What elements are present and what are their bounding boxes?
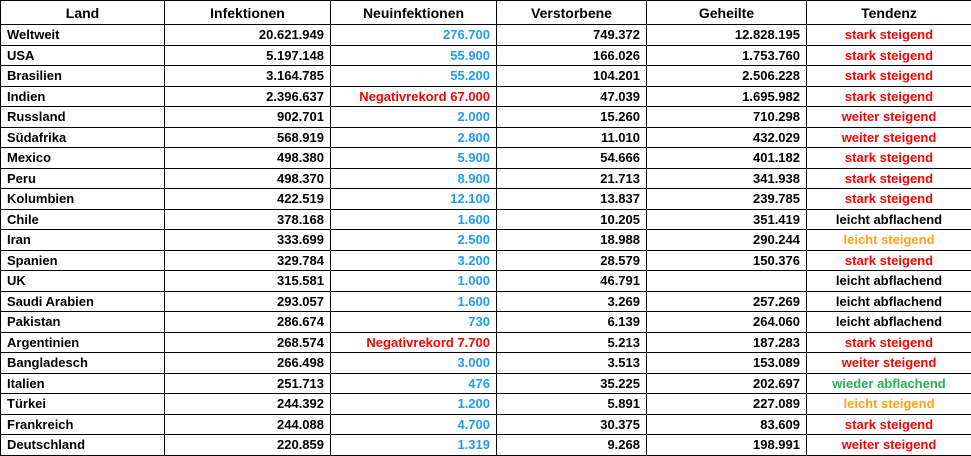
cell-infektionen: 568.919: [165, 127, 331, 148]
cell-geheilte: 351.419: [647, 209, 807, 230]
cell-verstorbene: 54.666: [497, 148, 647, 169]
cell-geheilte: 432.029: [647, 127, 807, 148]
cell-land: Mexico: [1, 148, 165, 169]
table-row: [1, 107, 971, 128]
table-header-row: [1, 1, 971, 25]
cell-infektionen: 293.057: [165, 291, 331, 312]
table-row: [1, 86, 971, 107]
cell-land: Italien: [1, 373, 165, 394]
cell-verstorbene: 21.713: [497, 168, 647, 189]
cell-infektionen: 268.574: [165, 332, 331, 353]
cell-geheilte: 1.695.982: [647, 86, 807, 107]
cell-land: Kolumbien: [1, 189, 165, 210]
cell-verstorbene: 749.372: [497, 25, 647, 46]
table-row: [1, 373, 971, 394]
cell-neuinfektionen: 276.700: [331, 25, 497, 46]
cell-land: Weltweit: [1, 25, 165, 46]
table-row: [1, 414, 971, 435]
cell-land: Indien: [1, 86, 165, 107]
cell-geheilte: 290.244: [647, 230, 807, 251]
cell-verstorbene: 28.579: [497, 250, 647, 271]
cell-verstorbene: 10.205: [497, 209, 647, 230]
cell-neuinfektionen: 1.319: [331, 435, 497, 456]
cell-infektionen: 286.674: [165, 312, 331, 333]
cell-verstorbene: 3.513: [497, 353, 647, 374]
cell-land: Saudi Arabien: [1, 291, 165, 312]
cell-tendenz: stark steigend: [807, 66, 971, 87]
cell-neuinfektionen: 2.800: [331, 127, 497, 148]
cell-land: Russland: [1, 107, 165, 128]
table-row: [1, 189, 971, 210]
cell-neuinfektionen: Negativrekord 67.000: [331, 86, 497, 107]
cell-infektionen: 3.164.785: [165, 66, 331, 87]
cell-neuinfektionen: 1.000: [331, 271, 497, 292]
cell-infektionen: 2.396.637: [165, 86, 331, 107]
column-header-infektionen: Infektionen: [165, 1, 331, 25]
cell-infektionen: 244.392: [165, 394, 331, 415]
cell-geheilte: 83.609: [647, 414, 807, 435]
cell-tendenz: leicht abflachend: [807, 312, 971, 333]
cell-verstorbene: 104.201: [497, 66, 647, 87]
cell-neuinfektionen: 730: [331, 312, 497, 333]
cell-tendenz: stark steigend: [807, 168, 971, 189]
cell-infektionen: 422.519: [165, 189, 331, 210]
cell-tendenz: weiter steigend: [807, 353, 971, 374]
column-header-land: Land: [1, 1, 165, 25]
cell-verstorbene: 18.988: [497, 230, 647, 251]
cell-geheilte: 710.298: [647, 107, 807, 128]
cell-verstorbene: 13.837: [497, 189, 647, 210]
cell-geheilte: 12.828.195: [647, 25, 807, 46]
cell-geheilte: [647, 271, 807, 292]
cell-tendenz: weiter steigend: [807, 435, 971, 456]
cell-tendenz: stark steigend: [807, 414, 971, 435]
table-row: [1, 332, 971, 353]
cell-verstorbene: 3.269: [497, 291, 647, 312]
cell-land: Iran: [1, 230, 165, 251]
column-header-geheilte: Geheilte: [647, 1, 807, 25]
cell-neuinfektionen: 1.200: [331, 394, 497, 415]
cell-verstorbene: 6.139: [497, 312, 647, 333]
cell-geheilte: 198.991: [647, 435, 807, 456]
cell-verstorbene: 15.260: [497, 107, 647, 128]
table-row: [1, 271, 971, 292]
cell-neuinfektionen: 55.900: [331, 45, 497, 66]
cell-tendenz: weiter steigend: [807, 107, 971, 128]
cell-geheilte: 150.376: [647, 250, 807, 271]
cell-geheilte: 2.506.228: [647, 66, 807, 87]
cell-tendenz: stark steigend: [807, 45, 971, 66]
cell-tendenz: leicht abflachend: [807, 209, 971, 230]
table-row: [1, 250, 971, 271]
cell-neuinfektionen: 1.600: [331, 209, 497, 230]
table-row: [1, 209, 971, 230]
cell-neuinfektionen: 12.100: [331, 189, 497, 210]
cell-geheilte: 227.089: [647, 394, 807, 415]
cell-infektionen: 498.370: [165, 168, 331, 189]
cell-neuinfektionen: 4.700: [331, 414, 497, 435]
cell-land: Bangladesch: [1, 353, 165, 374]
cell-tendenz: stark steigend: [807, 25, 971, 46]
cell-geheilte: 202.697: [647, 373, 807, 394]
cell-land: Deutschland: [1, 435, 165, 456]
cell-verstorbene: 46.791: [497, 271, 647, 292]
cell-tendenz: leicht abflachend: [807, 291, 971, 312]
table-row: [1, 66, 971, 87]
cell-land: USA: [1, 45, 165, 66]
cell-geheilte: 341.938: [647, 168, 807, 189]
table-row: [1, 353, 971, 374]
cell-land: Chile: [1, 209, 165, 230]
cell-land: Argentinien: [1, 332, 165, 353]
cell-land: Südafrika: [1, 127, 165, 148]
cell-land: Spanien: [1, 250, 165, 271]
cell-tendenz: stark steigend: [807, 250, 971, 271]
cell-tendenz: leicht steigend: [807, 394, 971, 415]
table-row: [1, 127, 971, 148]
cell-infektionen: 220.859: [165, 435, 331, 456]
table-row: [1, 25, 971, 46]
cell-tendenz: leicht abflachend: [807, 271, 971, 292]
cell-verstorbene: 5.891: [497, 394, 647, 415]
table-row: [1, 168, 971, 189]
table-row: [1, 312, 971, 333]
cell-neuinfektionen: 55.200: [331, 66, 497, 87]
cell-tendenz: wieder abflachend: [807, 373, 971, 394]
cell-geheilte: 239.785: [647, 189, 807, 210]
column-header-neuinfektionen: Neuinfektionen: [331, 1, 497, 25]
cell-geheilte: 1.753.760: [647, 45, 807, 66]
cell-verstorbene: 30.375: [497, 414, 647, 435]
table-row: [1, 291, 971, 312]
cell-infektionen: 902.701: [165, 107, 331, 128]
cell-tendenz: stark steigend: [807, 86, 971, 107]
cell-verstorbene: 35.225: [497, 373, 647, 394]
cell-infektionen: 20.621.949: [165, 25, 331, 46]
cell-land: Brasilien: [1, 66, 165, 87]
cell-infektionen: 244.088: [165, 414, 331, 435]
cell-verstorbene: 47.039: [497, 86, 647, 107]
table-body: [1, 25, 971, 456]
column-header-tendenz: Tendenz: [807, 1, 971, 25]
cell-infektionen: 266.498: [165, 353, 331, 374]
cell-geheilte: 401.182: [647, 148, 807, 169]
cell-tendenz: stark steigend: [807, 189, 971, 210]
table-row: [1, 230, 971, 251]
cell-neuinfektionen: 476: [331, 373, 497, 394]
cell-infektionen: 333.699: [165, 230, 331, 251]
table-row: [1, 435, 971, 456]
cell-land: Pakistan: [1, 312, 165, 333]
cell-tendenz: stark steigend: [807, 148, 971, 169]
cell-neuinfektionen: 8.900: [331, 168, 497, 189]
cell-verstorbene: 5.213: [497, 332, 647, 353]
cell-neuinfektionen: 2.000: [331, 107, 497, 128]
cell-neuinfektionen: 5.900: [331, 148, 497, 169]
cell-land: UK: [1, 271, 165, 292]
cell-verstorbene: 11.010: [497, 127, 647, 148]
table-row: [1, 148, 971, 169]
column-header-verstorbene: Verstorbene: [497, 1, 647, 25]
cell-tendenz: leicht steigend: [807, 230, 971, 251]
cell-infektionen: 329.784: [165, 250, 331, 271]
cell-neuinfektionen: 1.600: [331, 291, 497, 312]
cell-infektionen: 5.197.148: [165, 45, 331, 66]
cell-neuinfektionen: 3.200: [331, 250, 497, 271]
cell-neuinfektionen: 2.500: [331, 230, 497, 251]
cell-infektionen: 315.581: [165, 271, 331, 292]
cell-land: Türkei: [1, 394, 165, 415]
cell-verstorbene: 9.268: [497, 435, 647, 456]
cell-neuinfektionen: 3.000: [331, 353, 497, 374]
cell-land: Frankreich: [1, 414, 165, 435]
cell-neuinfektionen: Negativrekord 7.700: [331, 332, 497, 353]
cell-verstorbene: 166.026: [497, 45, 647, 66]
cell-tendenz: weiter steigend: [807, 127, 971, 148]
cell-land: Peru: [1, 168, 165, 189]
table-row: [1, 394, 971, 415]
table-row: [1, 45, 971, 66]
cell-geheilte: 257.269: [647, 291, 807, 312]
cell-infektionen: 498.380: [165, 148, 331, 169]
cell-infektionen: 378.168: [165, 209, 331, 230]
cell-geheilte: 264.060: [647, 312, 807, 333]
cell-infektionen: 251.713: [165, 373, 331, 394]
cell-geheilte: 187.283: [647, 332, 807, 353]
cell-tendenz: stark steigend: [807, 332, 971, 353]
cell-geheilte: 153.089: [647, 353, 807, 374]
table-header: [1, 1, 971, 25]
